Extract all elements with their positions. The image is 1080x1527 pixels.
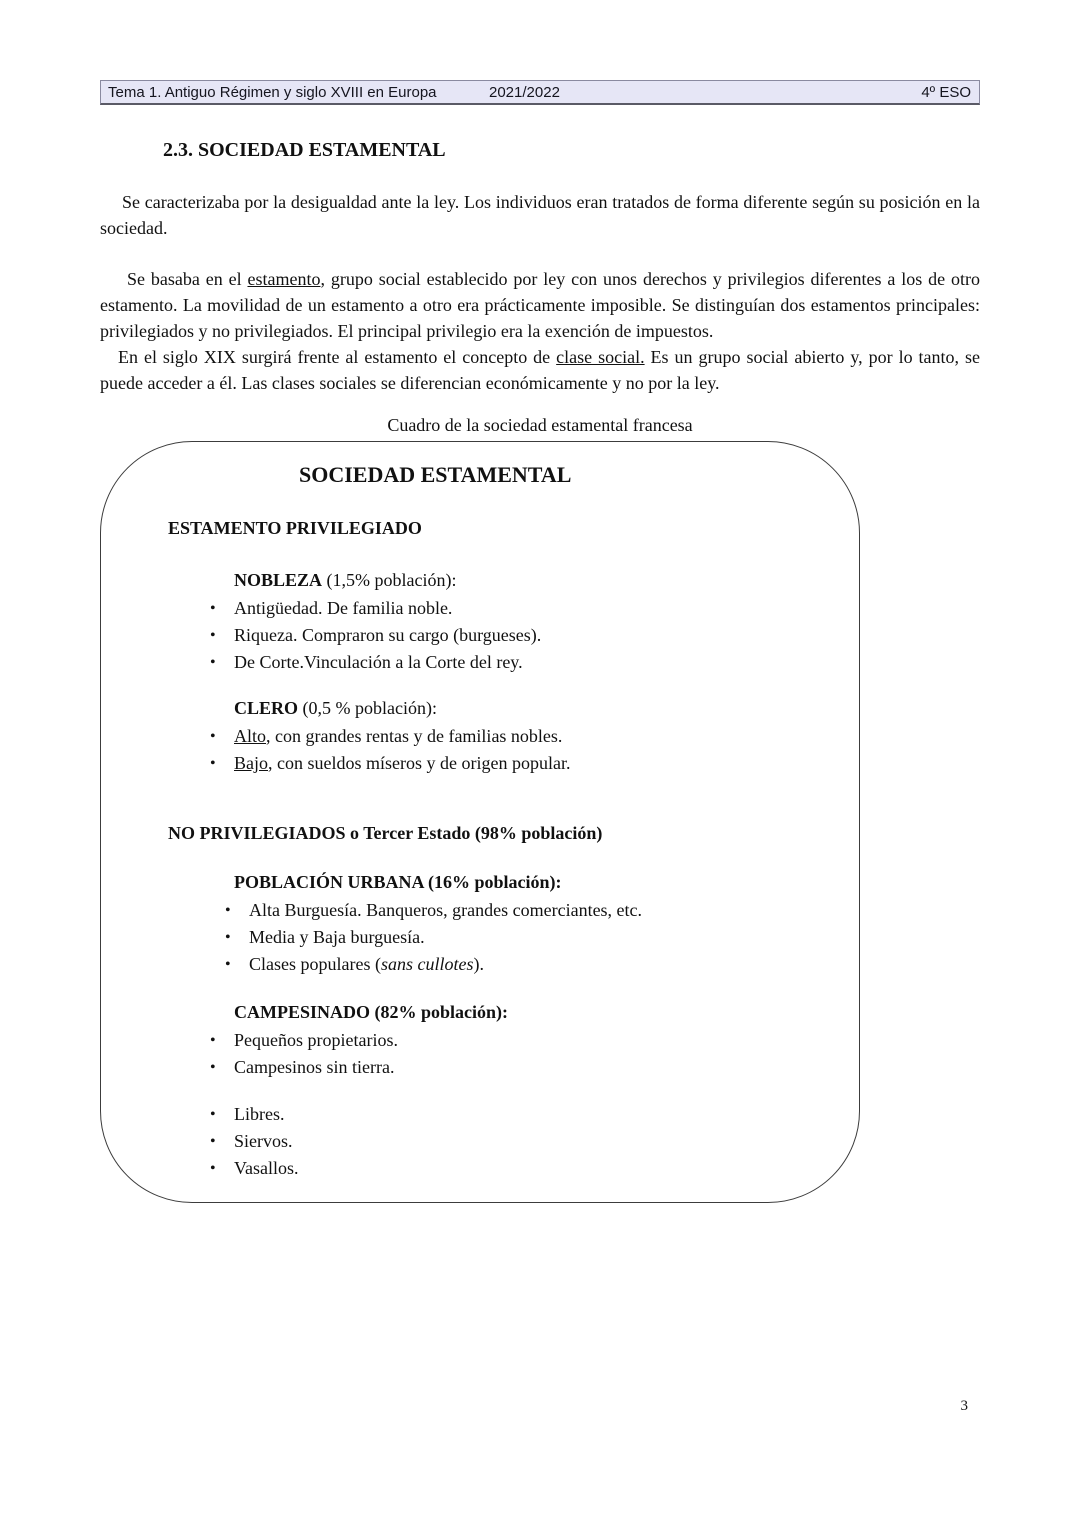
list-item xyxy=(206,750,859,777)
clero-bajo-rest: , con sueldos míseros y de origen popular. xyxy=(268,753,571,773)
paragraph-estamento-post: , grupo social establecido por ley con unos derechos y privilegios diferentes a los de otro estamento. La movilidad de un estamento a otro era prácticamente imposible. Se distinguían dos estamentos principales: privilegiados y no privilegiados. El principal privilegio era la exención de impuestos. xyxy=(100,269,981,341)
privileged-estate-heading: ESTAMENTO PRIVILEGIADO xyxy=(168,518,422,538)
estate-society-box xyxy=(100,441,860,1203)
section-heading: 2.3. SOCIEDAD ESTAMENTAL xyxy=(163,139,446,161)
nobleza-heading xyxy=(234,568,859,592)
list-item: • Siervos. xyxy=(206,1128,859,1155)
page-header-bar xyxy=(100,80,980,105)
sans-cullotes-italic: sans cullotes xyxy=(380,954,474,974)
poblacion-urbana-list xyxy=(221,897,859,978)
paragraph-inequality: Se caracterizaba por la desigualdad ante la ley. Los individuos eran tratados de forma diferente según su posición en la sociedad. xyxy=(100,192,980,238)
list-item: • Antigüedad. De familia noble. xyxy=(206,595,859,622)
header-grade: 4º ESO xyxy=(921,84,971,101)
list-item: • Pequeños propietarios. xyxy=(206,1027,859,1054)
nobleza-list xyxy=(206,595,859,676)
paragraph-clase-social-pre: En el siglo XIX surgirá frente al estamento el concepto de xyxy=(118,347,557,367)
paragraph-estamento-pre: Se basaba en el xyxy=(127,269,248,289)
nonprivileged-estate-heading: NO PRIVILEGIADOS o Tercer Estado (98% población) xyxy=(168,823,603,843)
poblacion-urbana-heading: POBLACIÓN URBANA (16% población): xyxy=(234,872,562,892)
clero-bajo-term: Bajo xyxy=(234,753,268,773)
list-item: • Vasallos. xyxy=(206,1155,859,1182)
list-item: • Alta Burguesía. Banqueros, grandes comerciantes, etc. xyxy=(221,897,859,924)
header-school-year: 2021/2022 xyxy=(489,84,560,101)
list-item xyxy=(221,951,859,978)
clero-heading xyxy=(234,696,859,720)
clero-term: CLERO xyxy=(234,698,299,718)
page-number: 3 xyxy=(960,1398,968,1414)
clero-list xyxy=(206,723,859,777)
box-title: SOCIEDAD ESTAMENTAL xyxy=(299,462,572,487)
list-item: • Media y Baja burguesía. xyxy=(221,924,859,951)
page-content xyxy=(100,80,980,1203)
list-item xyxy=(206,723,859,750)
header-course-title: Tema 1. Antiguo Régimen y siglo XVIII en Europa xyxy=(108,84,437,101)
paragraph-estamento xyxy=(100,266,980,344)
nobleza-suffix: (1,5% población): xyxy=(322,570,457,590)
list-item: • Libres. xyxy=(206,1101,859,1128)
list-item: • Campesinos sin tierra. xyxy=(206,1054,859,1081)
campesinado-list xyxy=(206,1027,859,1081)
list-item: • Riqueza. Compraron su cargo (burgueses). xyxy=(206,622,859,649)
paragraph-clase-social-post: Es un grupo social abierto y, por lo tanto, se puede acceder a él. Las clases sociales se diferencian económicamente y no por la ley. xyxy=(100,347,981,393)
clero-suffix: (0,5 % población): xyxy=(298,698,437,718)
box-caption: Cuadro de la sociedad estamental francesa xyxy=(387,415,693,435)
estamento-underlined-term: estamento xyxy=(247,269,321,289)
clero-alto-term: Alto xyxy=(234,726,267,746)
list-item: • De Corte.Vinculación a la Corte del rey. xyxy=(206,649,859,676)
clases-populares-post: ). xyxy=(473,954,484,974)
serfdom-status-list xyxy=(206,1101,859,1182)
clero-alto-rest: , con grandes rentas y de familias nobles. xyxy=(266,726,563,746)
campesinado-heading: CAMPESINADO (82% población): xyxy=(234,1002,509,1022)
clase-social-underlined-term: clase social. xyxy=(556,347,645,367)
clases-populares-pre: Clases populares ( xyxy=(249,954,381,974)
nobleza-term: NOBLEZA xyxy=(234,570,323,590)
paragraph-clase-social xyxy=(100,344,980,396)
